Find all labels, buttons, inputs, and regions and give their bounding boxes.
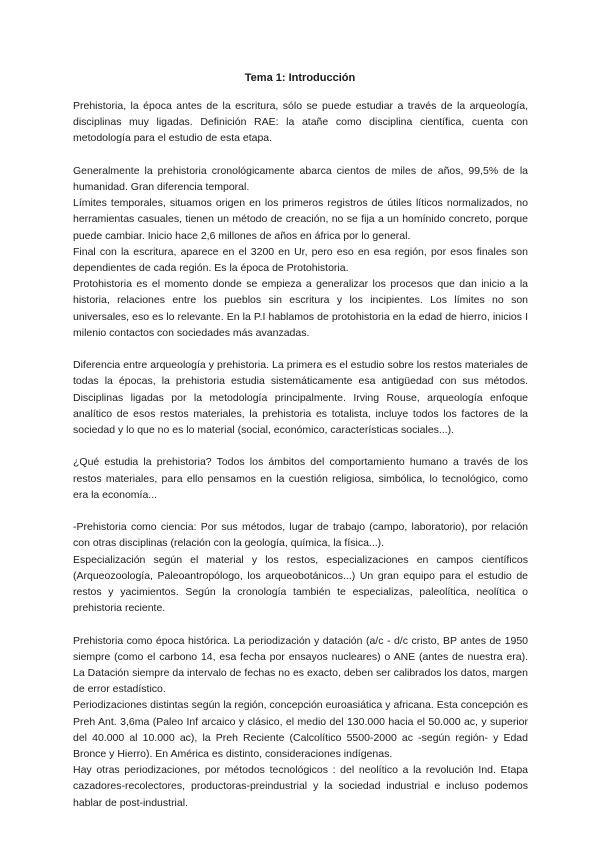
paragraph: Diferencia entre arqueología y prehistoria. La primera es el estudio sobre los restos materiales de todas la épocas, la prehistoria estudia sistemáticamente esa antigüedad con sus métodos. Disciplinas ligadas por la metodología principalmente. Irving Rouse, arqueología enfoque analítico de esos restos materiales, la prehistoria es totalista, incluye todos los factores de la sociedad y lo que no es lo material (social, económico, características sociales...). [73, 359, 528, 437]
section-archaeology-vs-prehistory [73, 357, 528, 438]
page-title: Tema 1: Introducción [244, 72, 356, 84]
paragraph: Límites temporales, situamos origen en los primeros registros de útiles líticos normalizados, no herramientas casuales, tienen un método de creación, no se fija a un homínido concreto, porque puede cambiar. Inicio hace 2,6 millones de años en áfrica por lo general. [73, 197, 528, 242]
paragraph: -Prehistoria como ciencia: Por sus métodos, lugar de trabajo (campo, laboratorio), por relación con otras disciplinas (relación con la geología, química, la física...). [73, 521, 528, 550]
section-what-it-studies [73, 454, 528, 503]
section-historical-epoch [73, 633, 528, 811]
section-intro [73, 98, 528, 147]
paragraph: Periodizaciones distintas según la región, concepción euroasiática y africana. Esta concepción es Preh Ant. 3,6ma (Paleo Inf arcaico y clásico, el medio del 130.000 hacia el 50.000 ac, y superior del 40.000 al 10.000 ac), la Preh Reciente (Calcolítico 5500-2000 ac -según región- y Edad Bronce y Hierro). En América es distinto, consideraciones indígenas. [73, 699, 528, 761]
paragraph: ¿Qué estudia la prehistoria? Todos los ámbitos del comportamiento humano a través de los restos materiales, para ello pensamos en la cuestión religiosa, simbólica, lo tecnológico, como era la economía... [73, 456, 528, 501]
paragraph: Especialización según el material y los restos, especializaciones en campos científicos (Arqueozoología, Paleoantropólogo, los arqueobotánicos...) Un gran equipo para el estudio de restos y yacimientos. Según la cronología también te especializas, paleolítica, neolítica o prehistoria reciente. [73, 553, 528, 615]
document-body [73, 98, 528, 811]
paragraph: Prehistoria, la época antes de la escritura, sólo se puede estudiar a través de la arqueología, disciplinas muy ligadas. Definición RAE: la atañe como disciplina científica, cuenta con metodología para el estudio de esta etapa. [73, 100, 528, 145]
section-as-science [73, 519, 528, 616]
section-chronology [73, 163, 528, 341]
paragraph: Prehistoria como época histórica. La periodización y datación (a/c - d/c cristo, BP antes de 1950 siempre (como el carbono 14, esa fecha por ensayos nucleares) o ANE (antes de nuestra era). La Datación siempre da intervalo de fechas no es exacto, deben ser calibrados los datos, margen de error estadístico. [73, 634, 528, 696]
paragraph: Final con la escritura, aparece en el 3200 en Ur, pero eso en esa región, por esos finales son dependientes de cada región. Es la época de Protohistoria. [73, 245, 528, 275]
paragraph: Protohistoria es el momento donde se empieza a generalizar los procesos que dan inicio a la historia, relaciones entre los pueblos sin escritura y los incipientes. Los límites no son universales, eso es lo relevante. En la P.I hablamos de protohistoria en la edad de hierro, inicios I milenio contactos con sociedades más avanzadas. [73, 278, 528, 339]
paragraph: Generalmente la prehistoria cronológicamente abarca cientos de miles de años, 99,5% de la humanidad. Gran diferencia temporal. [73, 164, 528, 193]
paragraph: Hay otras periodizaciones, por métodos tecnológicos : del neolítico a la revolución Ind. Etapa cazadores-recolectores, productoras-preindustrial y la sociedad industrial e incluso podemos hablar de post-industrial. [73, 764, 528, 809]
